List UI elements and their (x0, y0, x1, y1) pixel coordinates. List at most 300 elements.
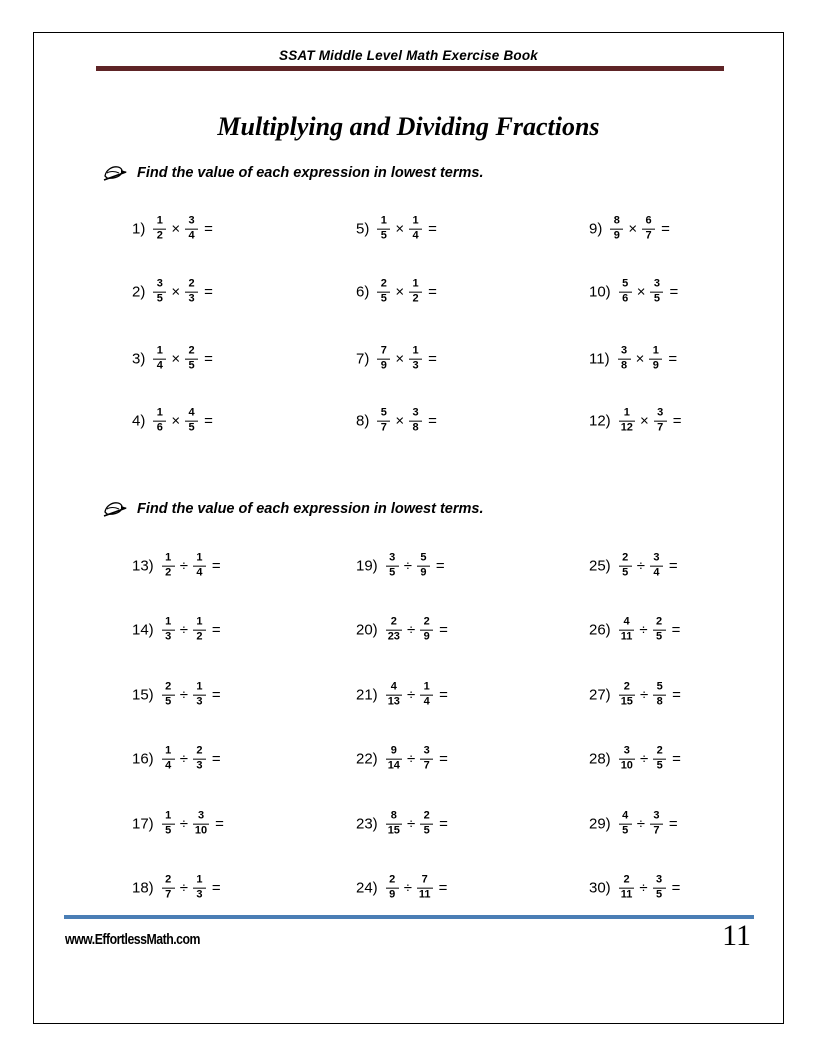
fraction-denominator: 4 (196, 566, 203, 579)
operator-symbol: ÷ (179, 815, 188, 833)
problem-item (132, 279, 213, 306)
fraction (642, 216, 655, 243)
fraction-denominator: 9 (613, 229, 620, 242)
fraction-denominator: 2 (412, 292, 419, 305)
fraction-numerator: 2 (423, 809, 430, 822)
fraction-numerator: 1 (196, 615, 203, 628)
problem-item (356, 346, 437, 373)
problem-number: 11) (589, 350, 610, 368)
fraction-denominator: 14 (387, 759, 400, 772)
fraction-denominator: 10 (194, 824, 208, 837)
fraction (650, 553, 663, 580)
fraction-numerator: 1 (165, 615, 172, 628)
fraction-numerator: 2 (390, 615, 397, 628)
instruction-row-2 (102, 499, 484, 519)
fraction-numerator: 1 (156, 406, 163, 419)
fraction-denominator: 13 (387, 695, 400, 708)
fraction (619, 553, 632, 580)
problem-item (589, 408, 681, 435)
operator-symbol: ÷ (639, 621, 648, 639)
problem-item (589, 553, 678, 580)
fraction-denominator: 5 (188, 421, 195, 434)
operator-symbol: ÷ (406, 686, 416, 704)
fraction (185, 279, 198, 306)
operator-symbol: ÷ (179, 557, 188, 575)
fraction-denominator: 9 (380, 359, 387, 372)
problem-number: 27) (589, 686, 611, 704)
fraction (619, 279, 632, 306)
fraction-denominator: 5 (389, 566, 396, 579)
fraction (409, 216, 422, 243)
problem-item (132, 746, 221, 773)
fraction-denominator: 4 (423, 695, 430, 708)
problem-number: 18) (132, 879, 154, 897)
operator-symbol: × (628, 220, 638, 238)
fraction-denominator: 5 (156, 292, 163, 305)
fraction (653, 617, 666, 644)
fraction-denominator: 8 (621, 359, 628, 372)
equals-symbol: = (671, 621, 681, 639)
fraction-numerator: 2 (656, 744, 663, 757)
operator-symbol: × (395, 283, 405, 301)
worksheet-page (33, 32, 784, 1024)
fraction-numerator: 7 (380, 344, 387, 357)
fraction (409, 408, 422, 435)
fraction (653, 875, 666, 902)
fraction-numerator: 2 (389, 873, 396, 886)
fraction-numerator: 3 (653, 277, 661, 290)
equals-symbol: = (661, 220, 670, 238)
fraction-numerator: 1 (196, 551, 203, 564)
fraction-denominator: 2 (165, 566, 172, 579)
fraction (420, 617, 433, 644)
fraction-numerator: 3 (621, 344, 628, 357)
pen-writing-icon (102, 163, 128, 183)
equals-symbol: = (204, 283, 213, 301)
fraction-numerator: 4 (188, 406, 195, 419)
equals-symbol: = (211, 750, 221, 768)
fraction (409, 346, 422, 373)
fraction-denominator: 3 (165, 630, 172, 643)
problem-number: 26) (589, 621, 611, 639)
fraction-denominator: 7 (657, 421, 664, 434)
equals-symbol: = (439, 621, 448, 639)
fraction-numerator: 3 (389, 551, 396, 564)
fraction-numerator: 1 (412, 277, 419, 290)
fraction (619, 746, 635, 773)
problem-item (356, 682, 448, 709)
fraction-denominator: 4 (653, 566, 660, 579)
fraction-denominator: 6 (156, 421, 163, 434)
operator-symbol: ÷ (639, 750, 649, 768)
footer-rule (64, 915, 754, 919)
fraction-denominator: 3 (196, 695, 203, 708)
fraction (153, 346, 166, 373)
operator-symbol: × (635, 350, 645, 368)
problem-number: 13) (132, 557, 154, 575)
fraction-numerator: 1 (412, 344, 419, 357)
fraction-numerator: 3 (423, 744, 430, 757)
operator-symbol: ÷ (406, 621, 416, 639)
fraction (654, 408, 667, 435)
equals-symbol: = (211, 621, 221, 639)
problem-item (132, 682, 221, 709)
fraction-denominator: 3 (196, 888, 203, 901)
operator-symbol: × (171, 350, 181, 368)
fraction (386, 811, 402, 838)
fraction-numerator: 3 (656, 873, 663, 886)
fraction (193, 617, 206, 644)
equals-symbol: = (668, 557, 678, 575)
fraction-denominator: 5 (622, 566, 629, 579)
equals-symbol: = (204, 220, 213, 238)
fraction-numerator: 2 (165, 873, 172, 886)
fraction-numerator: 1 (623, 406, 630, 419)
equals-symbol: = (671, 879, 681, 897)
fraction (610, 216, 623, 243)
fraction (417, 553, 430, 580)
problem-item (132, 617, 221, 644)
problem-item (356, 279, 437, 306)
fraction (377, 216, 390, 243)
problem-number: 25) (589, 557, 611, 575)
operator-symbol: × (395, 412, 405, 430)
fraction-numerator: 1 (156, 214, 163, 227)
fraction-denominator: 7 (165, 888, 172, 901)
fraction (162, 682, 175, 709)
fraction (409, 279, 422, 306)
fraction-denominator: 23 (387, 630, 400, 643)
fraction-numerator: 2 (622, 551, 629, 564)
problem-number: 19) (356, 557, 378, 575)
problem-item (356, 811, 448, 838)
fraction (619, 408, 635, 435)
fraction (377, 346, 390, 373)
problem-number: 6) (356, 283, 370, 301)
fraction (386, 875, 399, 902)
fraction (162, 746, 175, 773)
fraction (386, 617, 402, 644)
equals-symbol: = (439, 750, 448, 768)
fraction (162, 875, 175, 902)
fraction (420, 682, 433, 709)
equals-symbol: = (428, 283, 437, 301)
fraction-denominator: 9 (423, 630, 430, 643)
operator-symbol: ÷ (639, 686, 649, 704)
fraction-numerator: 9 (390, 744, 397, 757)
problem-item (356, 553, 445, 580)
fraction-denominator: 6 (622, 292, 629, 305)
fraction-denominator: 8 (656, 695, 663, 708)
equals-symbol: = (672, 412, 682, 430)
fraction (185, 216, 198, 243)
problem-item (589, 617, 680, 644)
problem-item (589, 346, 677, 373)
fraction (653, 746, 666, 773)
fraction-denominator: 5 (656, 630, 663, 643)
fraction-denominator: 5 (656, 888, 663, 901)
problem-number: 12) (589, 412, 611, 430)
fraction-denominator: 5 (423, 824, 430, 837)
operator-symbol: ÷ (639, 879, 648, 897)
fraction (162, 811, 175, 838)
fraction-denominator: 4 (188, 229, 195, 242)
problem-number: 29) (589, 815, 611, 833)
fraction-denominator: 7 (380, 421, 387, 434)
fraction-numerator: 8 (613, 214, 620, 227)
problem-number: 1) (132, 220, 146, 238)
fraction-denominator: 5 (622, 824, 629, 837)
fraction-numerator: 3 (156, 277, 163, 290)
fraction-denominator: 5 (653, 292, 661, 305)
equals-symbol: = (428, 220, 437, 238)
fraction (619, 875, 635, 902)
fraction-denominator: 4 (156, 359, 163, 372)
instruction-row-1 (102, 163, 484, 183)
fraction-numerator: 6 (645, 214, 652, 227)
problem-number: 15) (132, 686, 154, 704)
fraction-numerator: 2 (380, 277, 387, 290)
problem-number: 14) (132, 621, 154, 639)
fraction (162, 617, 175, 644)
fraction-numerator: 2 (423, 615, 430, 628)
problem-item (589, 279, 678, 306)
problem-number: 24) (356, 879, 378, 897)
fraction-denominator: 11 (620, 888, 633, 901)
operator-symbol: ÷ (179, 879, 188, 897)
problem-number: 28) (589, 750, 611, 768)
problem-item (132, 553, 221, 580)
fraction-numerator: 1 (423, 680, 430, 693)
problem-item (132, 408, 213, 435)
problem-number: 8) (356, 412, 370, 430)
fraction (193, 682, 206, 709)
equals-symbol: = (672, 750, 681, 768)
operator-symbol: × (171, 412, 181, 430)
pen-writing-icon (102, 499, 128, 519)
fraction (386, 682, 402, 709)
fraction (650, 279, 663, 306)
fraction-denominator: 15 (620, 695, 633, 708)
fraction (619, 682, 635, 709)
fraction-denominator: 5 (188, 359, 195, 372)
operator-symbol: ÷ (636, 557, 645, 575)
problem-number: 16) (132, 750, 154, 768)
website-link[interactable]: www.EffortlessMath.com (65, 931, 200, 948)
instruction-text: Find the value of each expression in lowest terms. (137, 165, 484, 181)
equals-symbol: = (211, 686, 221, 704)
equals-symbol: = (428, 350, 437, 368)
problem-item (132, 811, 224, 838)
fraction-numerator: 7 (421, 873, 428, 886)
equals-symbol: = (211, 557, 221, 575)
problem-number: 23) (356, 815, 378, 833)
equals-symbol: = (439, 686, 448, 704)
operator-symbol: ÷ (179, 750, 188, 768)
fraction (193, 746, 206, 773)
equals-symbol: = (435, 557, 445, 575)
fraction-numerator: 4 (390, 680, 397, 693)
equals-symbol: = (204, 350, 213, 368)
equals-symbol: = (668, 350, 678, 368)
fraction (653, 682, 666, 709)
operator-symbol: × (636, 283, 646, 301)
fraction-denominator: 9 (389, 888, 396, 901)
operator-symbol: ÷ (179, 621, 188, 639)
equals-symbol: = (668, 815, 678, 833)
problem-item (132, 346, 213, 373)
fraction-numerator: 3 (412, 406, 419, 419)
fraction (386, 553, 399, 580)
fraction-numerator: 1 (165, 809, 172, 822)
fraction-numerator: 5 (622, 277, 629, 290)
fraction (377, 408, 390, 435)
problem-number: 4) (132, 412, 146, 430)
fraction (193, 875, 206, 902)
fraction-denominator: 5 (656, 759, 663, 772)
instruction-text: Find the value of each expression in lowest terms. (137, 501, 484, 517)
equals-symbol: = (672, 686, 681, 704)
fraction (649, 346, 662, 373)
fraction-denominator: 3 (196, 759, 203, 772)
equals-symbol: = (669, 283, 679, 301)
fraction-denominator: 2 (196, 630, 203, 643)
problem-item (356, 617, 448, 644)
page-number: 11 (722, 919, 751, 952)
fraction (193, 811, 209, 838)
problem-item (589, 682, 681, 709)
fraction-numerator: 1 (196, 873, 203, 886)
fraction-numerator: 2 (656, 615, 663, 628)
fraction-numerator: 5 (420, 551, 427, 564)
problem-item (589, 746, 681, 773)
problem-number: 10) (589, 283, 611, 301)
fraction-denominator: 7 (645, 229, 652, 242)
fraction-denominator: 7 (423, 759, 430, 772)
equals-symbol: = (438, 879, 448, 897)
operator-symbol: ÷ (406, 750, 416, 768)
operator-symbol: × (395, 350, 405, 368)
fraction-numerator: 1 (380, 214, 387, 227)
fraction (386, 746, 402, 773)
fraction-numerator: 5 (380, 406, 387, 419)
fraction (420, 746, 433, 773)
fraction (162, 553, 175, 580)
problem-number: 17) (132, 815, 154, 833)
fraction-denominator: 3 (188, 292, 195, 305)
fraction-numerator: 1 (412, 214, 419, 227)
fraction (153, 408, 166, 435)
fraction-denominator: 15 (387, 824, 400, 837)
fraction-denominator: 4 (165, 759, 172, 772)
fraction-numerator: 3 (653, 809, 660, 822)
fraction-denominator: 8 (412, 421, 419, 434)
problem-number: 22) (356, 750, 378, 768)
fraction-numerator: 1 (196, 680, 203, 693)
fraction-denominator: 5 (380, 292, 387, 305)
problem-item (132, 216, 213, 243)
fraction (619, 811, 632, 838)
problem-number: 9) (589, 220, 603, 238)
equals-symbol: = (428, 412, 437, 430)
fraction (377, 279, 390, 306)
problem-number: 21) (356, 686, 378, 704)
fraction (153, 279, 166, 306)
equals-symbol: = (439, 815, 448, 833)
problem-item (589, 875, 680, 902)
fraction-numerator: 2 (196, 744, 203, 757)
problem-number: 30) (589, 879, 611, 897)
fraction-numerator: 3 (623, 744, 630, 757)
fraction-numerator: 3 (653, 551, 660, 564)
equals-symbol: = (204, 412, 213, 430)
operator-symbol: ÷ (406, 815, 416, 833)
fraction-numerator: 1 (652, 344, 659, 357)
operator-symbol: ÷ (403, 557, 412, 575)
fraction-denominator: 5 (165, 824, 172, 837)
problem-number: 7) (356, 350, 370, 368)
problem-item (356, 746, 448, 773)
fraction (185, 346, 198, 373)
fraction-denominator: 3 (412, 359, 419, 372)
fraction-numerator: 4 (622, 809, 629, 822)
fraction-denominator: 9 (420, 566, 427, 579)
fraction-numerator: 2 (165, 680, 172, 693)
fraction-denominator: 5 (165, 695, 172, 708)
header-rule (96, 66, 724, 71)
fraction-denominator: 10 (620, 759, 633, 772)
fraction-numerator: 3 (657, 406, 664, 419)
fraction-numerator: 5 (656, 680, 663, 693)
fraction-denominator: 7 (653, 824, 660, 837)
problem-item (132, 875, 221, 902)
fraction-numerator: 1 (165, 744, 172, 757)
fraction-numerator: 3 (197, 809, 205, 822)
problem-item (589, 216, 670, 243)
problem-item (356, 408, 437, 435)
operator-symbol: ÷ (179, 686, 188, 704)
fraction-numerator: 2 (623, 873, 630, 886)
operator-symbol: × (171, 220, 181, 238)
fraction (618, 346, 631, 373)
running-head: SSAT Middle Level Math Exercise Book (278, 48, 539, 63)
fraction-numerator: 8 (390, 809, 397, 822)
fraction-denominator: 2 (156, 229, 163, 242)
fraction (153, 216, 166, 243)
fraction-denominator: 11 (620, 630, 633, 643)
problem-item (356, 216, 437, 243)
fraction-denominator: 9 (652, 359, 659, 372)
fraction-numerator: 2 (188, 344, 195, 357)
fraction (619, 617, 635, 644)
fraction-denominator: 5 (380, 229, 387, 242)
fraction-numerator: 1 (165, 551, 172, 564)
fraction-numerator: 2 (623, 680, 630, 693)
equals-symbol: = (215, 815, 224, 833)
operator-symbol: × (639, 412, 649, 430)
fraction-denominator: 4 (412, 229, 419, 242)
fraction-numerator: 4 (623, 615, 630, 628)
fraction-denominator: 12 (620, 421, 633, 434)
fraction (650, 811, 663, 838)
operator-symbol: ÷ (403, 879, 412, 897)
problem-item (589, 811, 678, 838)
fraction (193, 553, 206, 580)
problem-number: 5) (356, 220, 370, 238)
equals-symbol: = (211, 879, 221, 897)
fraction (417, 875, 433, 902)
fraction-denominator: 11 (418, 888, 431, 901)
